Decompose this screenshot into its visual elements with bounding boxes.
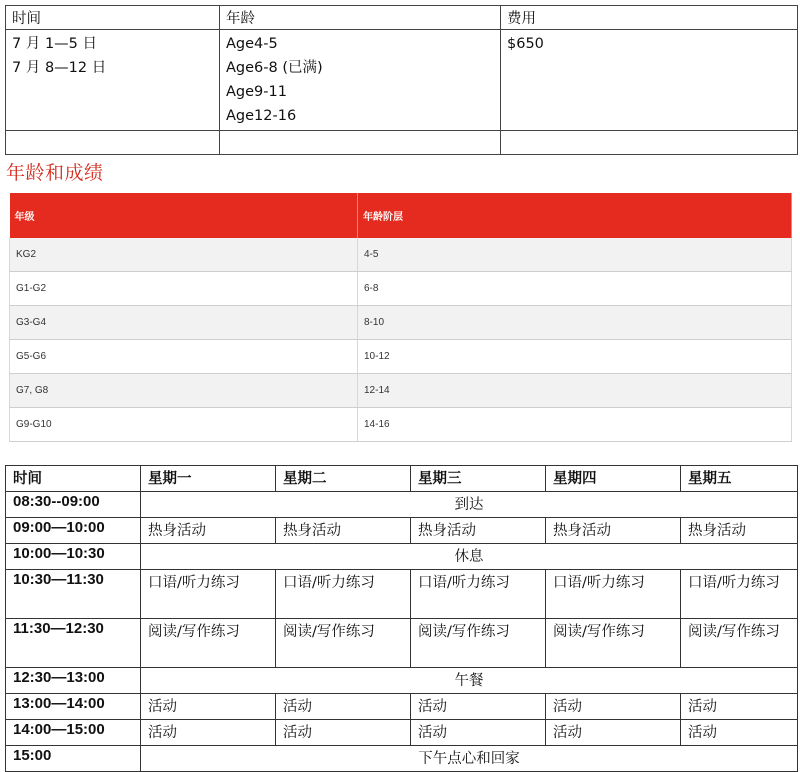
schedule-header-row [6, 466, 798, 492]
fees-header-age: 年龄 [220, 6, 501, 30]
grade-cell: G7, G8 [10, 374, 358, 408]
merged-activity: 到达 [141, 492, 798, 518]
table-row [10, 374, 792, 408]
fees-header-row [6, 6, 798, 30]
schedule-header-day: 星期四 [546, 466, 681, 492]
activity-cell: 阅读/写作练习 [681, 619, 798, 668]
schedule-table [5, 465, 798, 772]
age-range-cell: 12-14 [358, 374, 792, 408]
table-row [10, 272, 792, 306]
time-slot: 10:30—11:30 [6, 570, 141, 619]
activity-cell: 阅读/写作练习 [276, 619, 411, 668]
fees-ages-cell [220, 30, 501, 131]
blank-cell [6, 131, 220, 155]
age-range-cell: 4-5 [358, 238, 792, 272]
age-group: Age4-5 [226, 36, 278, 52]
activity-cell: 活动 [546, 694, 681, 720]
activity-cell: 活动 [681, 720, 798, 746]
fees-body-row [6, 30, 798, 131]
table-row [10, 340, 792, 374]
activity-cell: 热身活动 [276, 518, 411, 544]
schedule-header-day: 星期五 [681, 466, 798, 492]
activity-cell: 活动 [141, 720, 276, 746]
age-range-cell: 8-10 [358, 306, 792, 340]
time-slot: 15:00 [6, 746, 141, 772]
table-row [10, 408, 792, 442]
grade-cell: G5-G6 [10, 340, 358, 374]
date-range: 7 月 1—5 日 [12, 36, 98, 52]
grade-header-age: 年龄阶层 [358, 193, 792, 238]
activity-cell: 热身活动 [546, 518, 681, 544]
activity-cell: 口语/听力练习 [681, 570, 798, 619]
date-range: 7 月 8—12 日 [12, 60, 107, 76]
fees-header-time: 时间 [6, 6, 220, 30]
grade-header-grade: 年级 [10, 193, 358, 238]
age-range-cell: 10-12 [358, 340, 792, 374]
activity-cell: 口语/听力练习 [276, 570, 411, 619]
grade-cell: G9-G10 [10, 408, 358, 442]
activity-cell: 活动 [141, 694, 276, 720]
activity-cell: 热身活动 [681, 518, 798, 544]
grade-header-row [10, 193, 792, 238]
schedule-row [6, 694, 798, 720]
table-row [10, 238, 792, 272]
fee-value: $650 [507, 36, 544, 52]
time-slot: 08:30--09:00 [6, 492, 141, 518]
blank-cell [501, 131, 798, 155]
merged-activity: 休息 [141, 544, 798, 570]
blank-cell [220, 131, 501, 155]
schedule-row [6, 518, 798, 544]
schedule-header-day: 星期一 [141, 466, 276, 492]
time-slot: 09:00—10:00 [6, 518, 141, 544]
schedule-row [6, 746, 798, 772]
activity-cell: 阅读/写作练习 [546, 619, 681, 668]
activity-cell: 活动 [276, 694, 411, 720]
activity-cell: 活动 [411, 720, 546, 746]
table-row [10, 306, 792, 340]
activity-cell: 活动 [276, 720, 411, 746]
section-title: 年龄和成绩 [6, 162, 104, 184]
fees-table [5, 5, 798, 155]
grade-cell: G1-G2 [10, 272, 358, 306]
age-group: Age9-11 [226, 84, 287, 100]
time-slot: 13:00—14:00 [6, 694, 141, 720]
schedule-row [6, 570, 798, 619]
schedule-header-time: 时间 [6, 466, 141, 492]
fees-fee-cell [501, 30, 798, 131]
schedule-row [6, 720, 798, 746]
schedule-header-day: 星期三 [411, 466, 546, 492]
activity-cell: 活动 [411, 694, 546, 720]
schedule-row [6, 668, 798, 694]
time-slot: 12:30—13:00 [6, 668, 141, 694]
age-range-cell: 14-16 [358, 408, 792, 442]
activity-cell: 活动 [681, 694, 798, 720]
merged-activity: 午餐 [141, 668, 798, 694]
activity-cell: 口语/听力练习 [411, 570, 546, 619]
time-slot: 11:30—12:30 [6, 619, 141, 668]
time-slot: 10:00—10:30 [6, 544, 141, 570]
fees-blank-row [6, 131, 798, 155]
age-group: Age6-8 (已满) [226, 60, 323, 76]
schedule-header-day: 星期二 [276, 466, 411, 492]
activity-cell: 口语/听力练习 [546, 570, 681, 619]
fees-header-fee: 费用 [501, 6, 798, 30]
activity-cell: 热身活动 [411, 518, 546, 544]
schedule-row [6, 619, 798, 668]
age-group: Age12-16 [226, 108, 297, 124]
merged-activity: 下午点心和回家 [141, 746, 798, 772]
schedule-row [6, 492, 798, 518]
grade-cell: G3-G4 [10, 306, 358, 340]
schedule-row [6, 544, 798, 570]
activity-cell: 阅读/写作练习 [411, 619, 546, 668]
activity-cell: 活动 [546, 720, 681, 746]
grade-table [9, 193, 792, 442]
time-slot: 14:00—15:00 [6, 720, 141, 746]
age-range-cell: 6-8 [358, 272, 792, 306]
grade-cell: KG2 [10, 238, 358, 272]
fees-dates-cell [6, 30, 220, 131]
activity-cell: 热身活动 [141, 518, 276, 544]
activity-cell: 阅读/写作练习 [141, 619, 276, 668]
activity-cell: 口语/听力练习 [141, 570, 276, 619]
